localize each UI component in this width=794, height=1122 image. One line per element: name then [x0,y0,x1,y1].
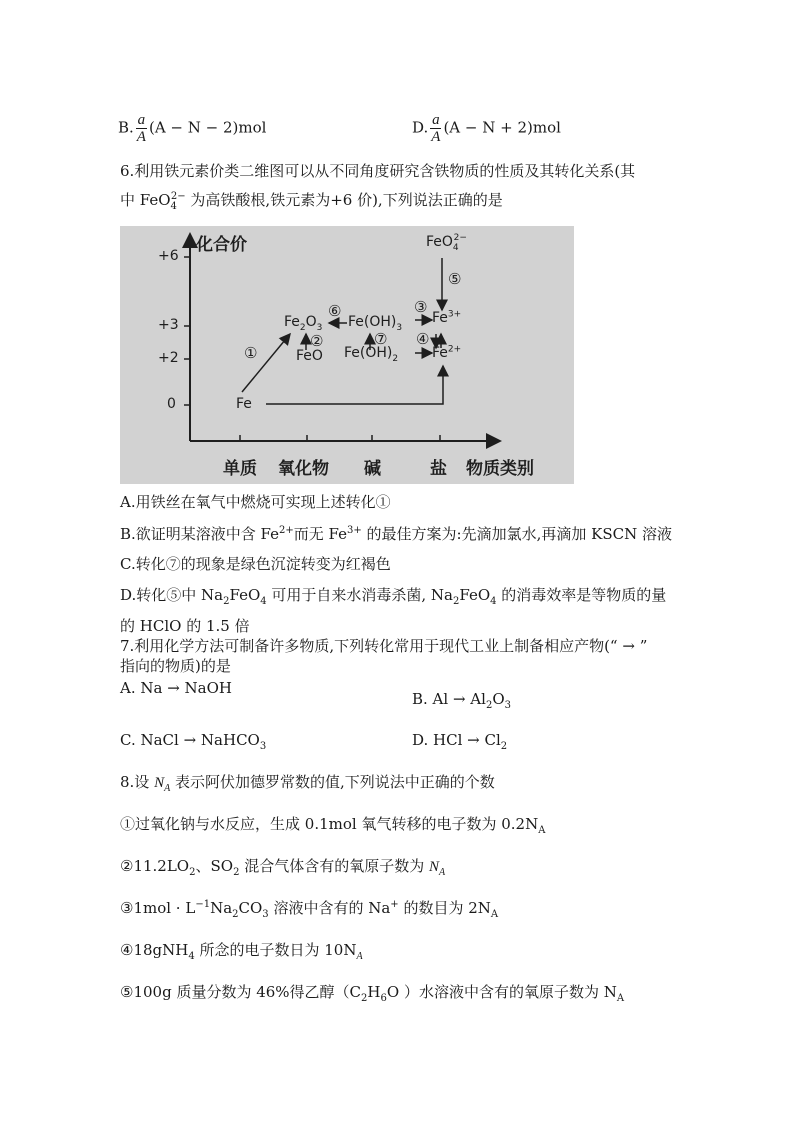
q6-stem-line2-post: 为高铁酸根,铁元素为+6 价),下列说法正确的是 [185,191,503,209]
iron-valence-class-diagram [120,226,574,484]
q5-option-d-fraction [430,112,441,145]
q6-option-c: C.转化⑦的现象是绿色沉淀转变为红褐色 [120,555,391,573]
fe3-text: Fe [432,310,448,326]
q5-b-denominator: A [136,129,146,145]
q6-b-part3: 的最佳方案为:先滴加氯水,再滴加 KSCN 溶液 [361,525,672,543]
q8-stem-na: N [154,775,165,791]
q7-b-part2: O [492,690,505,708]
q8-statement-4: ④18gNH$_4$ 所念的电子数日为 $10N_A$ [120,941,363,962]
marker-1: ① [244,344,258,362]
q5-d-denominator: A [431,129,441,145]
q7-option-c: C. NaCl → NaHCO$_3$ [120,731,267,752]
marker-5: ⑤ [448,270,462,288]
q5-option-b-label: B. [118,118,134,137]
q6-option-d-line2: 的 HClO 的 1.5 倍 [120,617,250,635]
x-tick-oxide: 氧化物 [278,459,329,479]
q6-d-part1: D.转化⑤中 Na [120,586,224,604]
q8-s5-part1: ⑤100g 质量分数为 46%得乙醇（C [120,983,362,1001]
q5-option-d-expr: (A − N + 2)mol [443,118,561,137]
q8-s4-part2: 所念的电子数日为 10N [194,941,357,959]
q8-statement-3: ③1mol · $L^{-1}Na_2CO_3$ 溶液中含有的 Na+ 的数目为 $2N_A$ [120,899,499,920]
feo4-text: FeO [426,234,453,250]
q8-s3-part2: Na [210,899,233,917]
feoh3-text: Fe(OH) [348,314,397,330]
q8-stem-pre: 8.设 [120,773,155,791]
q8-s2-part2: 、SO [195,857,234,875]
q7-stem-line2: 指向的物质)的是 [120,657,231,675]
q5-option-b-fraction [136,112,147,145]
q5-option-d [412,112,561,145]
species-feo4: FeO$_4^{2-}$ [426,233,467,253]
marker-2: ② [310,332,324,350]
q8-s3-part4: 溶液中含有的 Na [268,899,391,917]
q8-stem: 8.设 $N_A$ 表示阿伏加德罗常数的值,下列说法中正确的个数 [120,773,495,794]
fe2o3-fe: Fe [284,314,300,330]
arrow-fe-fe2 [266,366,443,404]
q8-s3-part1: ③1mol · L [120,899,196,917]
arrow-1 [242,334,290,392]
q6-option-d: D.转化⑤中 $Na_2FeO_4$ 可用于自来水消毒杀菌, $Na_2FeO_4$ 的消毒效率是等物质的量 [120,586,667,607]
q8-s5-part3: O ）水溶液中含有的氧原子数为 N [386,983,617,1001]
q8-s5-part2: H [367,983,381,1001]
q7-option-b: B. $Al \to Al_2O_3$ [412,690,511,711]
marker-3: ③ [414,298,428,316]
species-fe3: $Fe^{3+}$ [432,309,462,326]
q8-s3-part5: 的数目为 2N [398,899,491,917]
q6-option-b: B.欲证明某溶液中含 $Fe^{2+}$而无 $Fe^{3+}$ 的最佳方案为:先滴加氯水,再滴加 KSCN 溶液 [120,525,672,543]
q8-s1-text: ①过氧化钠与水反应，生成 0.1mol 氧气转移的电子数为 0.2N [120,815,539,833]
q8-s2-part1: ②11.2LO [120,857,190,875]
y-tick-0: 0 [167,396,176,412]
species-feo: FeO [296,348,323,364]
marker-4: ④ [416,330,430,348]
q8-statement-2: $②11.2LO_2$、$SO_2$ 混合气体含有的氧原子数为 $N_A$ [120,857,446,878]
q6-d-part3: 可用于自来水消毒杀菌, Na [266,586,453,604]
marker-7: ⑦ [374,330,388,348]
q8-s4-part1: ④18gNH [120,941,189,959]
q8-statement-1: ①过氧化钠与水反应，生成 0.1mol 氧气转移的电子数为 $0.2N_A$ [120,815,546,836]
q7-option-d: D. HCl → $Cl_2$ [412,731,508,752]
fe2-text: Fe [432,345,448,361]
q5-b-numerator: a [137,112,146,128]
species-fe: Fe [236,396,252,412]
q7-d-part1: D. HCl → Cl [412,731,501,749]
y-tick-3: +3 [158,317,179,333]
x-tick-base: 碱 [364,459,381,479]
q8-stem-post: 表示阿伏加德罗常数的值,下列说法中正确的个数 [170,773,495,791]
q6-d-part5: 的消毒效率是等物质的量 [496,586,667,604]
q6-stem-line2-pre: 中 FeO [120,191,171,209]
y-axis-title: 化合价 [196,235,247,255]
q5-option-b [118,112,266,145]
q8-statement-5: ⑤100g 质量分数为 46%得乙醇（$C_2H_6O$ ）水溶液中含有的氧原子数为 $N_A$ [120,983,625,1004]
species-fe2o3: $Fe_2O_3$ [284,314,323,333]
q6-b-part2: 而无 Fe [293,525,348,543]
y-tick-6: +6 [158,248,179,264]
q8-s3-part3: CO [238,899,263,917]
fe2o3-o: O [305,314,317,330]
q7-c-part1: C. NaCl → NaHCO [120,731,260,749]
feoh2-text: Fe(OH) [344,345,393,361]
x-axis-title: 物质类别 [466,459,534,479]
x-tick-salt: 盐 [430,459,447,479]
q6-b-part1: B.欲证明某溶液中含 Fe [120,525,280,543]
q6-stem-line2: 中 FeO$_4^{2-}$ 为高铁酸根,铁元素为+6 价),下列说法正确的是 [120,191,503,212]
q5-option-b-expr: (A − N − 2)mol [148,118,267,137]
q7-stem-line1: 7.利用化学方法可制备许多物质,下列转化常用于现代工业上制备相应产物(“ → ” [120,637,648,655]
q6-option-a: A.用铁丝在氧气中燃烧可实现上述转化① [120,493,391,511]
q6-d-part4: FeO [459,586,491,604]
y-tick-2: +2 [158,350,179,366]
q7-b-part1: B. Al → Al [412,690,486,708]
q6-stem-line1: 6.利用铁元素价类二维图可以从不同角度研究含铁物质的性质及其转化关系(其 [120,162,636,180]
x-tick-element: 单质 [223,459,257,479]
species-feoh3: $Fe(OH)_3$ [348,314,403,333]
q5-option-d-label: D. [412,118,429,137]
q6-d-part2: FeO [229,586,261,604]
species-feoh2: $Fe(OH)_2$ [344,345,399,364]
species-fe2: $Fe^{2+}$ [432,344,462,361]
q8-s2-part3: 混合气体含有的氧原子数为 [239,857,429,875]
q7-option-a: A. Na → NaOH [120,679,232,697]
marker-6: ⑥ [328,302,342,320]
q5-d-numerator: a [432,112,440,128]
